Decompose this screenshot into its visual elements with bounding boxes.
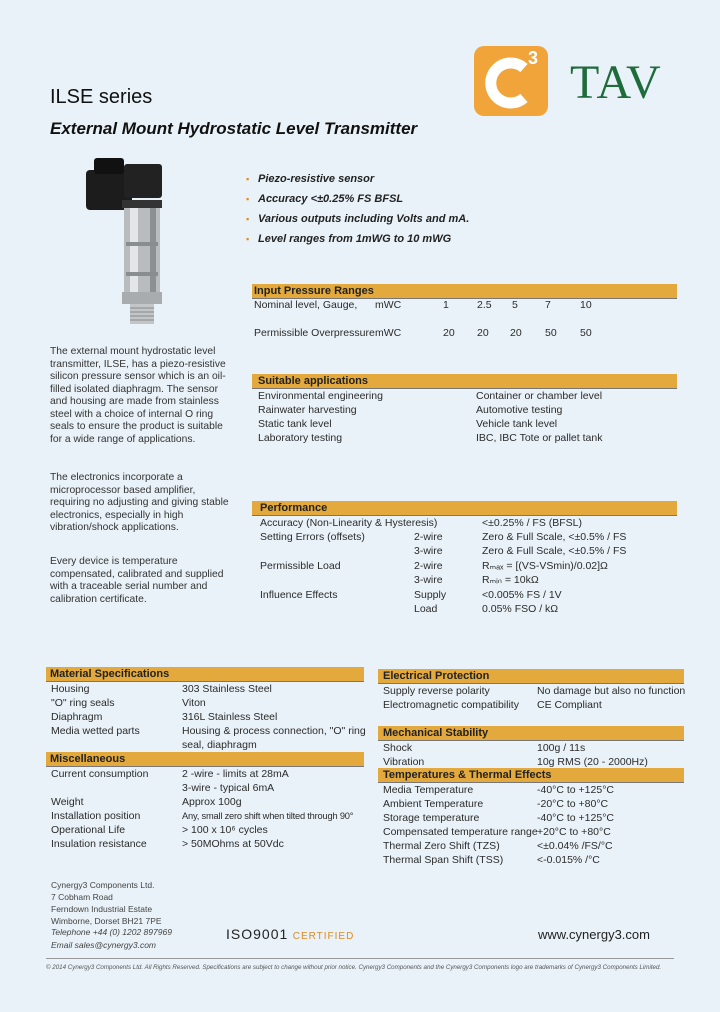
range-value: 50 <box>580 327 592 339</box>
range-unit: mWC <box>375 327 402 339</box>
range-value: 1 <box>443 299 449 311</box>
address-line: 7 Cobham Road <box>51 892 113 902</box>
range-label: Permissible Overpressure <box>254 327 375 339</box>
spec-label: Operational Life <box>51 824 126 836</box>
spec-value: 100g / 11s <box>537 742 586 754</box>
application-item: Automotive testing <box>476 404 563 416</box>
spec-value: Any, small zero shift when tilted through 90° <box>182 811 354 821</box>
perf-sub: 3-wire <box>414 545 443 557</box>
spec-label: Shock <box>383 742 413 754</box>
description-paragraph: Every device is temperature compensated, calibrated and supplied with a traceable serial number and calibration certificate. <box>50 556 224 605</box>
section-title-electrical: Electrical Protection <box>383 670 490 682</box>
section-title-applications: Suitable applications <box>258 375 369 387</box>
spec-label: Compensated temperature range <box>383 826 538 838</box>
perf-sub: 2-wire <box>414 560 443 572</box>
c3-logo <box>474 46 550 118</box>
range-unit: mWC <box>375 299 402 311</box>
address-phone: Telephone +44 (0) 1202 897969 <box>51 927 172 937</box>
description-paragraph: The electronics incorporate a microprocessor based amplifier, requiring no adjusting and giving stable electronics, especially in high vibration/shock applications. <box>50 472 229 533</box>
spec-label: Media wetted parts <box>51 725 140 737</box>
section-title-temperatures: Temperatures & Thermal Effects <box>383 769 552 781</box>
spec-label: Vibration <box>383 756 425 768</box>
spec-label: Supply reverse polarity <box>383 685 490 697</box>
range-value: 7 <box>545 299 551 311</box>
spec-value: 303 Stainless Steel <box>182 683 272 695</box>
spec-value: <-0.015% /°C <box>537 854 600 866</box>
spec-value: 2 -wire - limits at 28mA <box>182 768 289 780</box>
spec-label: Housing <box>51 683 90 695</box>
application-item: Rainwater harvesting <box>258 404 357 416</box>
footer-rule <box>46 958 674 959</box>
spec-value: -40°C to +125°C <box>537 784 614 796</box>
range-value: 50 <box>545 327 557 339</box>
spec-label: Ambient Temperature <box>383 798 484 810</box>
address-line: Ferndown Industrial Estate <box>51 904 153 914</box>
spec-value: <±0.04% /FS/°C <box>537 840 613 852</box>
perf-sub: Load <box>414 603 438 615</box>
spec-label: Storage temperature <box>383 812 480 824</box>
spec-label: Weight <box>51 796 84 808</box>
application-item: Vehicle tank level <box>476 418 558 430</box>
range-value: 5 <box>512 299 518 311</box>
range-value: 2.5 <box>477 299 492 311</box>
feature-bullet: ▪ Piezo-resistive sensor <box>258 173 374 185</box>
perf-value: <±0.25% / FS (BFSL) <box>482 517 583 529</box>
spec-value: > 100 x 10⁶ cycles <box>182 824 268 836</box>
page-subtitle: External Mount Hydrostatic Level Transmitter <box>50 119 418 138</box>
perf-sub: 3-wire <box>414 574 443 586</box>
spec-value: 316L Stainless Steel <box>182 711 278 723</box>
spec-value: CE Compliant <box>537 699 602 711</box>
spec-label: Thermal Zero Shift (TZS) <box>383 840 500 852</box>
application-item: IBC, IBC Tote or pallet tank <box>476 432 603 444</box>
website-link[interactable]: www.cynergy3.com <box>538 927 650 942</box>
spec-value: No damage but also no function <box>537 685 686 697</box>
section-title-performance: Performance <box>260 502 328 514</box>
spec-value: Approx 100g <box>182 796 242 808</box>
spec-value: seal, diaphragm <box>182 739 257 751</box>
range-value: 20 <box>510 327 522 339</box>
range-value: 20 <box>477 327 489 339</box>
spec-value: +20°C to +80°C <box>537 826 611 838</box>
iso-number: ISO9001 <box>226 926 289 942</box>
spec-value: -40°C to +125°C <box>537 812 614 824</box>
perf-value: <0.005% FS / 1V <box>482 589 562 601</box>
section-title-misc: Miscellaneous <box>50 753 126 765</box>
perf-label: Accuracy (Non-Linearity & Hysteresis) <box>260 517 438 529</box>
copyright: © 2014 Cynergy3 Components Ltd. All Rights Reserved. Specifications are subject to change without prior notice. Cynergy3 Components and the Cynergy3 Components logo are trademarks of Cynergy3 Components Limited. <box>46 964 662 971</box>
spec-label: Current consumption <box>51 768 149 780</box>
section-title-mechanical: Mechanical Stability <box>383 727 489 739</box>
series-title: ILSE series <box>50 86 153 108</box>
application-item: Container or chamber level <box>476 390 603 402</box>
perf-value: Zero & Full Scale, <±0.5% / FS <box>482 545 627 557</box>
perf-label: Permissible Load <box>260 560 341 572</box>
perf-label: Setting Errors (offsets) <box>260 531 365 543</box>
range-value: 10 <box>580 299 592 311</box>
perf-value: Zero & Full Scale, <±0.5% / FS <box>482 531 627 543</box>
spec-label: Electromagnetic compatibility <box>383 699 519 711</box>
feature-bullet: ▪ Level ranges from 1mWG to 10 mWG <box>258 233 451 245</box>
range-label: Nominal level, Gauge, <box>254 299 358 311</box>
spec-value: > 50MOhms at 50Vdc <box>182 838 284 850</box>
perf-sub: 2-wire <box>414 531 443 543</box>
section-title-input-ranges: Input Pressure Ranges <box>254 285 374 297</box>
feature-bullet: ▪ Various outputs including Volts and mA. <box>258 213 469 225</box>
product-image <box>84 152 204 332</box>
perf-value: Rₘᵢₙ = 10kΩ <box>482 574 539 586</box>
description-paragraph: The external mount hydrostatic level transmitter, ILSE, has a piezo-resistive silicon pressure sensor which is an oil-filled isolated diaphragm. The sensor and housing are made from stainless steel with a choice of internal O ring seals to ensure the product is suitable for a wide range of applications. <box>50 346 226 445</box>
perf-label: Influence Effects <box>260 589 338 601</box>
spec-value: 3-wire - typical 6mA <box>182 782 275 794</box>
iso-certified: CERTIFIED <box>292 931 355 942</box>
perf-sub: Supply <box>414 589 447 601</box>
spec-value: Housing & process connection, "O" ring <box>182 725 366 737</box>
spec-label: "O" ring seals <box>51 697 115 709</box>
c3-logo-superscript: 3 <box>528 48 539 68</box>
section-title-material: Material Specifications <box>50 668 170 680</box>
spec-label: Thermal Span Shift (TSS) <box>383 854 504 866</box>
application-item: Laboratory testing <box>258 432 343 444</box>
divider <box>378 740 684 741</box>
spec-value: -20°C to +80°C <box>537 798 609 810</box>
address-line: Cynergy3 Components Ltd. <box>51 880 155 890</box>
feature-bullet: ▪ Accuracy <±0.25% FS BFSL <box>258 193 403 205</box>
spec-label: Diaphragm <box>51 711 103 723</box>
spec-value: 10g RMS (20 - 2000Hz) <box>537 756 648 768</box>
application-item: Static tank level <box>258 418 332 430</box>
iso-certification <box>226 926 354 944</box>
spec-value: Viton <box>182 697 206 709</box>
perf-value: 0.05% FSO / kΩ <box>482 603 559 615</box>
address-line: Wimborne, Dorset BH21 7PE <box>51 916 162 926</box>
address-email[interactable]: Email sales@cynergy3.com <box>51 940 156 950</box>
application-item: Environmental engineering <box>258 390 383 402</box>
spec-label: Insulation resistance <box>51 838 147 850</box>
spec-label: Media Temperature <box>383 784 474 796</box>
perf-value: Rₘₐₓ = [(VS-VSmin)/0.02]Ω <box>482 560 608 572</box>
tav-logo: TAV <box>570 56 662 109</box>
range-value: 20 <box>443 327 455 339</box>
spec-label: Installation position <box>51 810 141 822</box>
